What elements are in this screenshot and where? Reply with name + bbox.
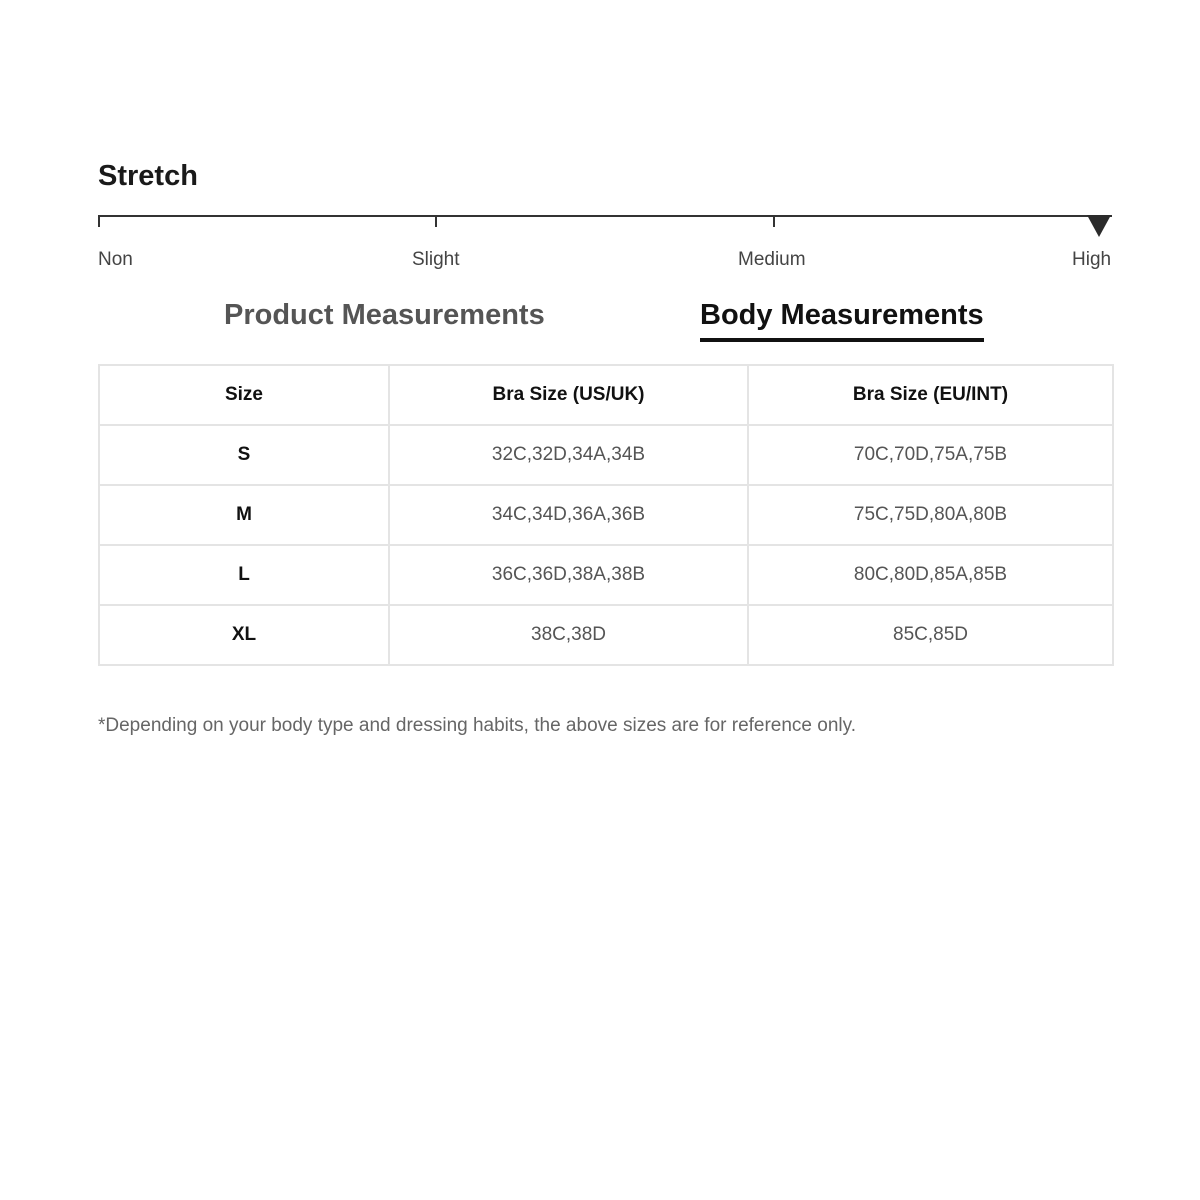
- stretch-tick-non: [98, 215, 100, 227]
- tab-body-measurements[interactable]: Body Measurements: [700, 296, 984, 342]
- eu-int-cell: 80C,80D,85A,85B: [748, 545, 1113, 605]
- us-uk-cell: 36C,36D,38A,38B: [389, 545, 748, 605]
- size-cell: L: [99, 545, 389, 605]
- header-bra-size-us-uk: Bra Size (US/UK): [389, 365, 748, 425]
- size-cell: XL: [99, 605, 389, 665]
- tab-product-measurements[interactable]: Product Measurements: [224, 299, 545, 331]
- eu-int-cell: 70C,70D,75A,75B: [748, 425, 1113, 485]
- us-uk-cell: 32C,32D,34A,34B: [389, 425, 748, 485]
- eu-int-cell: 85C,85D: [748, 605, 1113, 665]
- reference-note: *Depending on your body type and dressing habits, the above sizes are for reference only.: [98, 715, 857, 736]
- stretch-tick-medium: [773, 215, 775, 227]
- stretch-scale-line: [98, 215, 1112, 217]
- size-cell: S: [99, 425, 389, 485]
- us-uk-cell: 34C,34D,36A,36B: [389, 485, 748, 545]
- stretch-label-medium: Medium: [738, 249, 806, 270]
- measurement-tabs: [98, 296, 1112, 346]
- table-header-row: [99, 365, 1113, 425]
- us-uk-cell: 38C,38D: [389, 605, 748, 665]
- eu-int-cell: 75C,75D,80A,80B: [748, 485, 1113, 545]
- header-size: Size: [99, 365, 389, 425]
- stretch-title: Stretch: [98, 160, 198, 192]
- stretch-tick-slight: [435, 215, 437, 227]
- header-bra-size-eu-int: Bra Size (EU/INT): [748, 365, 1113, 425]
- stretch-label-slight: Slight: [412, 249, 460, 270]
- stretch-label-non: Non: [98, 249, 133, 270]
- stretch-selected-marker-icon: [1087, 215, 1111, 237]
- table-row: [99, 485, 1113, 545]
- table-row: [99, 425, 1113, 485]
- table-row: [99, 545, 1113, 605]
- size-table: [98, 364, 1114, 666]
- table-row: [99, 605, 1113, 665]
- stretch-label-high: High: [1072, 249, 1112, 270]
- size-cell: M: [99, 485, 389, 545]
- stretch-scale: [98, 215, 1112, 275]
